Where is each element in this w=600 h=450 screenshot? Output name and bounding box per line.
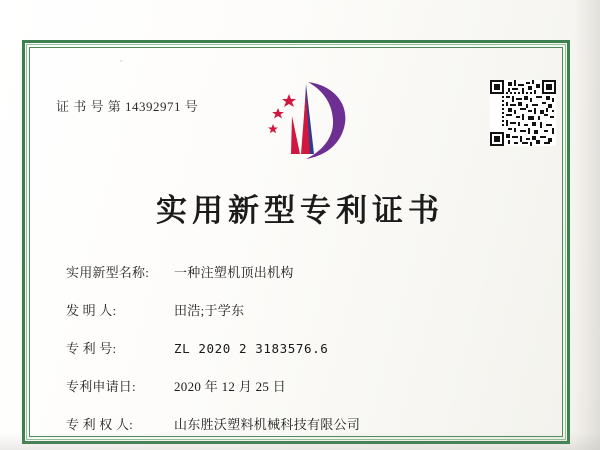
field-value: 一种注塑机顶出机构	[174, 265, 294, 280]
field-value: 田浩;于学东	[174, 303, 245, 318]
cnipa-emblem-icon	[258, 76, 354, 162]
field-value: 山东胜沃塑料机械科技有限公司	[174, 417, 361, 432]
field-label: 专 利 权 人:	[66, 417, 133, 432]
field-value: ZL 2020 2 3183576.6	[174, 341, 329, 356]
field-application-date	[66, 376, 526, 414]
qr-code	[490, 80, 556, 146]
page-edge-shadow-bottom	[0, 432, 600, 450]
certificate-number: 证 书 号 第 14392971 号	[56, 99, 199, 114]
field-value: 2020 年 12 月 25 日	[174, 379, 287, 394]
page-title: 实用新型专利证书	[156, 193, 444, 229]
field-label: 发 明 人:	[66, 303, 117, 318]
field-label: 实用新型名称:	[66, 265, 150, 280]
scan-speck	[300, 420, 302, 422]
field-inventor	[66, 300, 526, 338]
field-utility-model-name	[66, 262, 526, 300]
certificate-fields	[66, 262, 526, 450]
field-patent-number	[66, 338, 526, 376]
field-label: 专利申请日:	[66, 379, 136, 394]
scan-speck	[120, 60, 122, 62]
field-label: 专 利 号:	[66, 341, 117, 356]
scan-speck	[430, 200, 432, 202]
page-edge-shadow-right	[574, 0, 600, 450]
